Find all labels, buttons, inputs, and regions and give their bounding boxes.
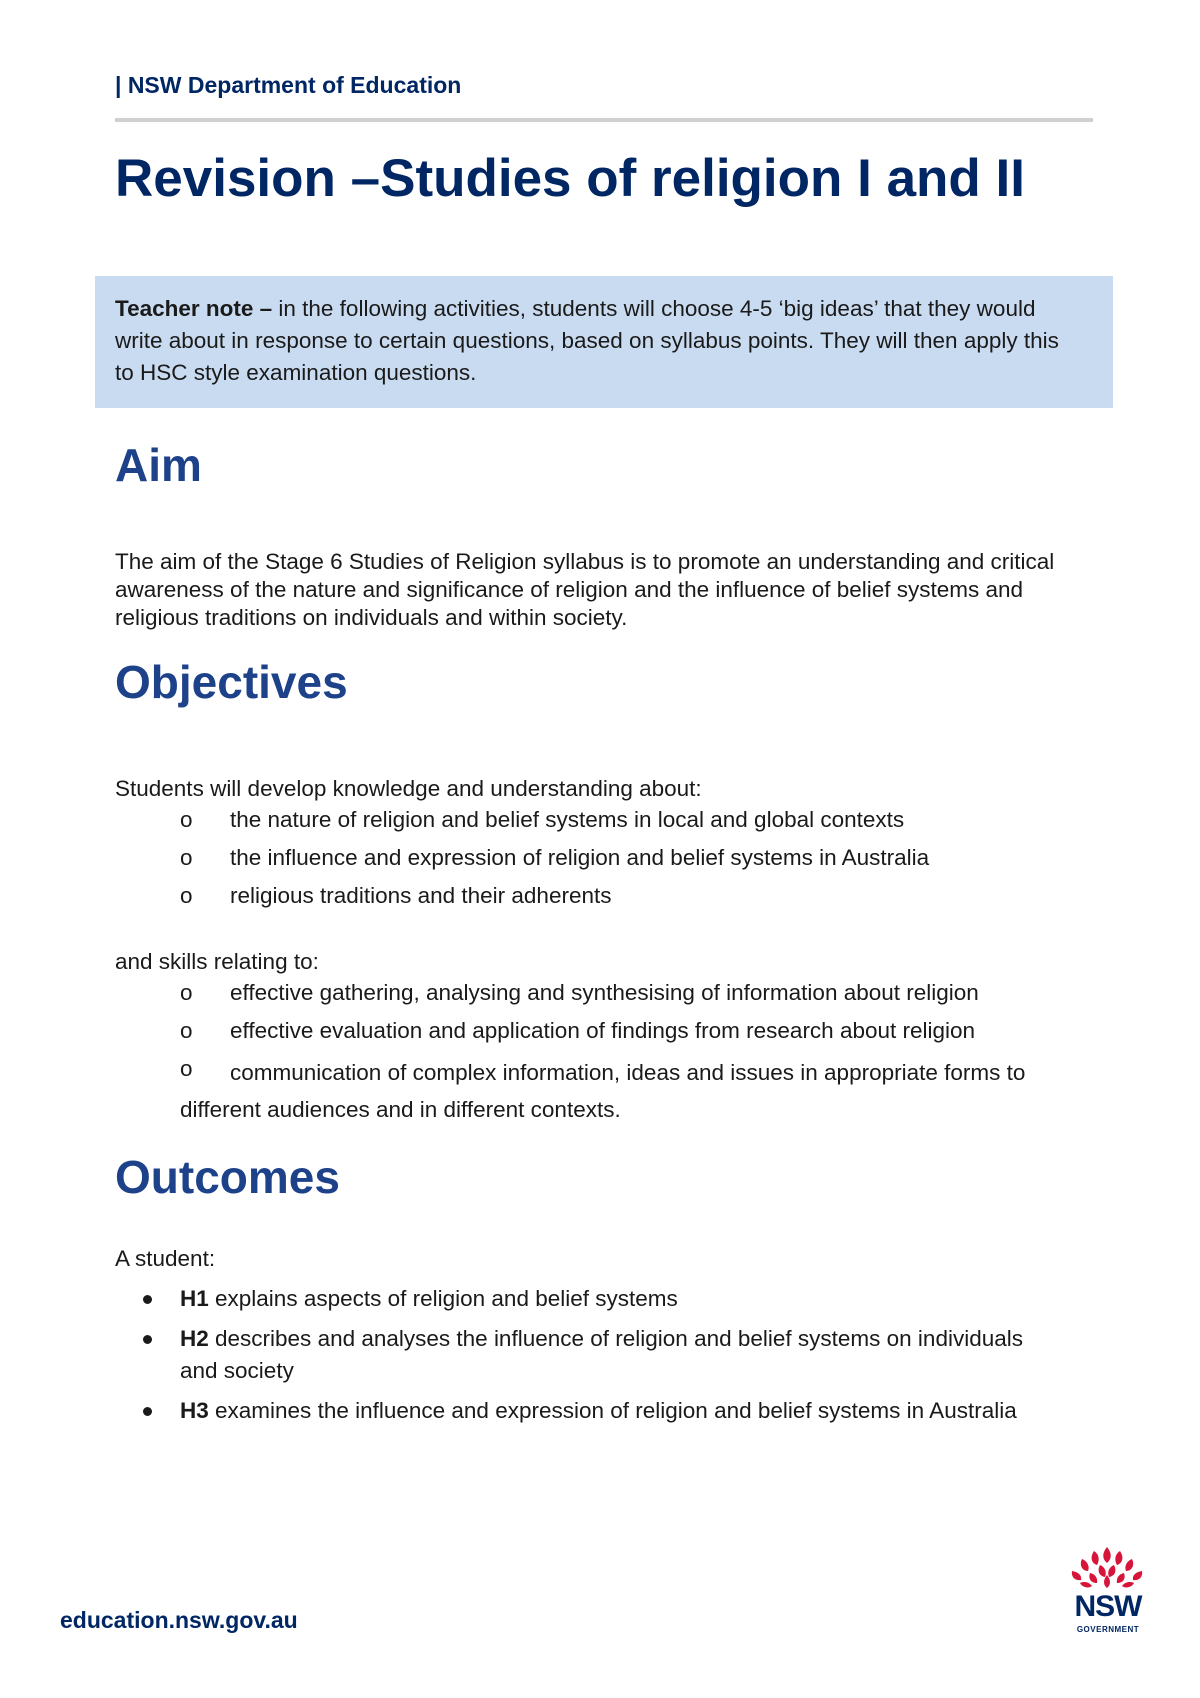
aim-heading: Aim xyxy=(115,439,202,491)
list-item xyxy=(140,1395,1040,1427)
footer-url: education.nsw.gov.au xyxy=(60,1607,298,1633)
list-item xyxy=(180,805,1100,843)
list-item xyxy=(180,1016,1100,1054)
department-header: | NSW Department of Education xyxy=(115,72,462,98)
logo-wordmark: NSW xyxy=(1074,1590,1142,1623)
bullet-icon xyxy=(143,1335,152,1344)
header-divider xyxy=(115,118,1093,122)
outcomes-heading: Outcomes xyxy=(115,1151,340,1203)
list-marker: o xyxy=(180,845,193,870)
teacher-note-label: Teacher note – xyxy=(115,296,273,321)
outcome-code: H1 xyxy=(180,1286,209,1311)
list-marker: o xyxy=(180,980,193,1005)
outcome-text: examines the influence and expression of religion and belief systems in Australia xyxy=(208,1398,1017,1423)
list-marker: o xyxy=(180,1018,193,1043)
list-item xyxy=(140,1323,1040,1387)
list-item-text: the influence and expression of religion and belief systems in Australia xyxy=(230,845,930,870)
list-marker: o xyxy=(180,1056,193,1081)
list-marker: o xyxy=(180,883,193,908)
objectives-heading: Objectives xyxy=(115,656,348,708)
bullet-icon xyxy=(143,1295,152,1304)
teacher-note-box xyxy=(95,276,1113,408)
outcome-text: explains aspects of religion and belief systems xyxy=(208,1286,678,1311)
aim-text: The aim of the Stage 6 Studies of Religion syllabus is to promote an understanding and critical awareness of the nature and significance of religion and the influence of belief systems and religious traditions on individuals and within society. xyxy=(115,549,1055,630)
teacher-note-body: in the following activities, students will choose 4-5 ‘big ideas’ that they would write about in response to certain questions, based on syllabus points. They will then apply this to HSC style examination questions. xyxy=(115,296,1059,385)
outcome-text: describes and analyses the influence of religion and belief systems on individuals and society xyxy=(180,1326,1023,1383)
list-item-text: the nature of religion and belief systems in local and global contexts xyxy=(230,807,905,832)
list-item xyxy=(180,843,1100,881)
bullet-icon xyxy=(143,1407,152,1416)
list-item-text: effective gathering, analysing and synthesising of information about religion xyxy=(230,980,979,1005)
list-item xyxy=(140,1283,1040,1315)
list-item-text: communication of complex information, ideas and issues in appropriate forms to different audiences and in different contexts. xyxy=(180,1060,1026,1122)
list-item xyxy=(180,881,1100,919)
list-item-text: religious traditions and their adherents xyxy=(230,883,612,908)
outcome-code: H2 xyxy=(180,1326,209,1351)
skills-intro: and skills relating to: xyxy=(115,949,319,974)
list-marker: o xyxy=(180,807,193,832)
teacher-note-text xyxy=(115,293,1075,389)
list-item xyxy=(180,978,1100,1016)
list-item-text: effective evaluation and application of findings from research about religion xyxy=(230,1018,976,1043)
knowledge-list xyxy=(180,805,1100,919)
outcomes-intro: A student: xyxy=(115,1246,216,1271)
outcome-code: H3 xyxy=(180,1398,209,1423)
logo-subtitle: GOVERNMENT xyxy=(1076,1625,1140,1634)
skills-list xyxy=(180,978,1100,1128)
list-item xyxy=(180,1054,1100,1128)
page-title: Revision –Studies of religion I and II xyxy=(115,149,1025,208)
objectives-intro: Students will develop knowledge and understanding about: xyxy=(115,776,702,801)
outcomes-list xyxy=(140,1283,1040,1435)
